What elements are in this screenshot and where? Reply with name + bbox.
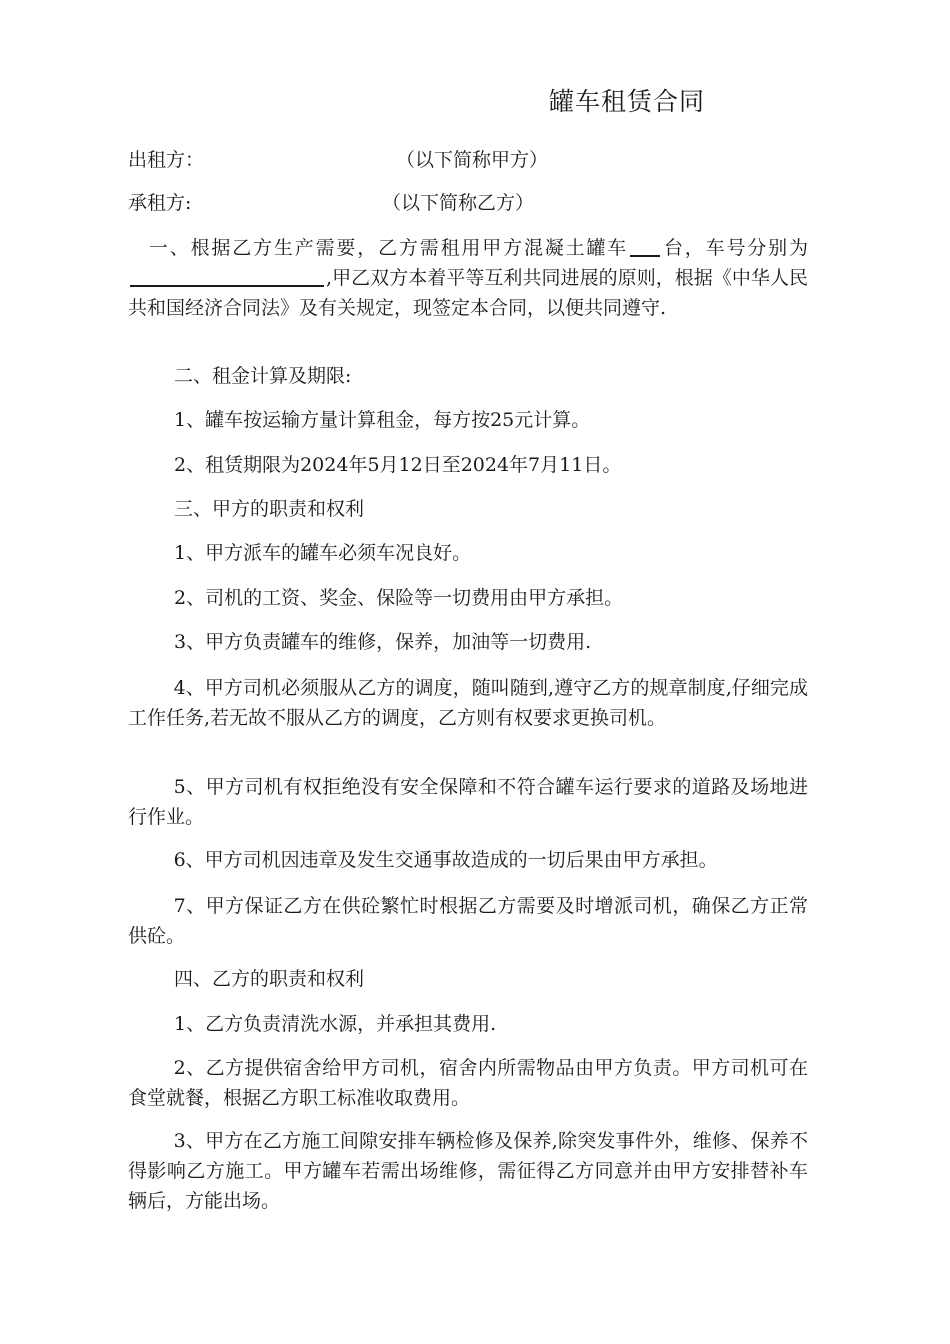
section3-item: 3、甲方负责罐车的维修，保养，加油等一切费用. xyxy=(174,631,592,653)
intro-text-1: 一、根据乙方生产需要，乙方需租用甲方混凝土罐车 xyxy=(148,237,629,259)
section3-item: 6、甲方司机因违章及发生交通事故造成的一切后果由甲方承担。 xyxy=(173,849,718,871)
lessee-note: （以下简称乙方） xyxy=(382,192,535,214)
section3-item: 2、司机的工资、奖金、保险等一切费用由甲方承担。 xyxy=(174,587,624,609)
section4-item: 2、乙方提供宿舍给甲方司机，宿舍内所需物品由甲方负责。甲方司机可在食堂就餐，根据乙方职工标准收取费用。 xyxy=(128,1057,808,1109)
section4-heading: 四、乙方的职责和权利 xyxy=(174,968,365,990)
section4-item: 3、甲方在乙方施工间隙安排车辆检修及保养,除突发事件外，维修、保养不得影响乙方施工。甲方罐车若需出场维修，需征得乙方同意并由甲方安排替补车辆后，方能出场。 xyxy=(128,1130,808,1212)
vehicle-count-blank xyxy=(630,235,660,257)
lessee-label: 承租方: xyxy=(128,192,192,214)
section3-item: 7、甲方保证乙方在供砼繁忙时根据乙方需要及时增派司机，确保乙方正常供砼。 xyxy=(128,895,808,947)
document-title: 罐车租赁合同 xyxy=(549,87,706,116)
section2-item: 1、罐车按运输方量计算租金，每方按25元计算。 xyxy=(174,409,591,431)
intro-text-3: ,甲乙双方本着平等互利共同进展的原则，根据《中华人民共和国经济合同法》及有关规定，现签定本合同，以便共同遵守. xyxy=(128,267,808,319)
intro-paragraph xyxy=(128,233,808,323)
section3-item: 5、甲方司机有权拒绝没有安全保障和不符合罐车运行要求的道路及场地进行作业。 xyxy=(128,776,808,828)
section3-heading: 三、甲方的职责和权利 xyxy=(174,498,365,520)
lessor-line xyxy=(128,145,549,172)
section3-item: 1、甲方派车的罐车必须车况良好。 xyxy=(174,542,472,564)
section4-item: 1、乙方负责清洗水源，并承担其费用. xyxy=(174,1013,497,1035)
lessee-line xyxy=(128,188,535,215)
lessor-label: 出租方： xyxy=(128,149,205,171)
plate-number-blank xyxy=(130,265,324,287)
lessor-note: （以下简称甲方） xyxy=(396,149,549,171)
section2-item: 2、租赁期限为2024年5月12日至2024年7月11日。 xyxy=(174,454,622,476)
section3-item: 4、甲方司机必须服从乙方的调度，随叫随到,遵守乙方的规章制度,仔细完成工作任务,若无故不服从乙方的调度，乙方则有权要求更换司机。 xyxy=(128,677,808,729)
intro-text-2: 台，车号分别为 xyxy=(662,237,808,259)
section2-heading: 二、租金计算及期限: xyxy=(174,365,352,387)
